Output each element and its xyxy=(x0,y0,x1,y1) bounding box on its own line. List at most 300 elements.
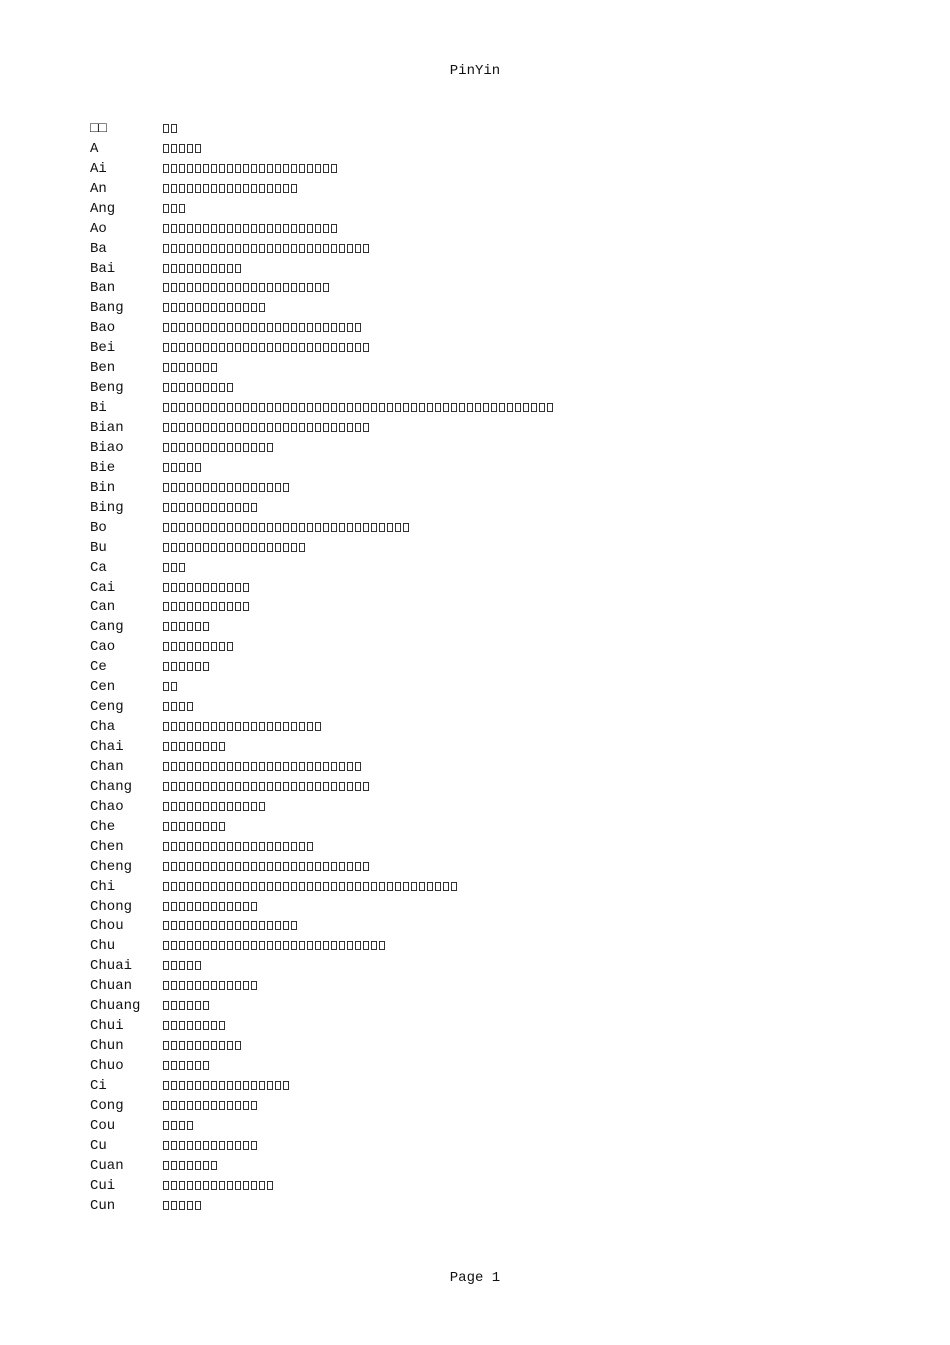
missing-glyph-icon xyxy=(355,941,361,950)
missing-glyph-icon xyxy=(299,842,305,851)
missing-glyph-icon xyxy=(187,941,193,950)
missing-glyph-icon xyxy=(347,343,353,352)
missing-glyph-icon xyxy=(171,443,177,452)
table-row xyxy=(90,498,890,518)
missing-glyph-icon xyxy=(355,862,361,871)
missing-glyph-icon xyxy=(347,762,353,771)
missing-glyph-icon xyxy=(283,543,289,552)
pinyin-key: Bai xyxy=(90,260,116,277)
missing-glyph-icon xyxy=(235,602,241,611)
missing-glyph-icon xyxy=(187,184,193,193)
missing-glyph-icon xyxy=(259,423,265,432)
missing-glyph-icon xyxy=(211,981,217,990)
pinyin-key: Ci xyxy=(90,1077,107,1094)
missing-glyph-icon xyxy=(203,1181,209,1190)
missing-glyph-icon xyxy=(275,842,281,851)
missing-glyph-icon xyxy=(411,403,417,412)
missing-glyph-icon xyxy=(259,762,265,771)
missing-glyph-icon xyxy=(179,523,185,532)
pinyin-key: Cai xyxy=(90,579,116,596)
missing-glyph-icon xyxy=(379,403,385,412)
missing-glyph-icon xyxy=(219,1041,225,1050)
table-row xyxy=(90,956,890,976)
missing-glyph-icon xyxy=(203,164,209,173)
missing-glyph-icon xyxy=(235,323,241,332)
missing-glyph-icon xyxy=(211,363,217,372)
missing-glyph-icon xyxy=(347,882,353,891)
character-list xyxy=(163,839,890,855)
missing-glyph-icon xyxy=(235,1141,241,1150)
missing-glyph-icon xyxy=(179,264,185,273)
pinyin-key: Beng xyxy=(90,380,124,397)
missing-glyph-icon xyxy=(163,742,169,751)
missing-glyph-icon xyxy=(171,303,177,312)
missing-glyph-icon xyxy=(203,583,209,592)
missing-glyph-icon xyxy=(163,921,169,930)
missing-glyph-icon xyxy=(283,722,289,731)
missing-glyph-icon xyxy=(195,463,201,472)
missing-glyph-icon xyxy=(219,224,225,233)
missing-glyph-icon xyxy=(203,184,209,193)
missing-glyph-icon xyxy=(227,543,233,552)
missing-glyph-icon xyxy=(227,602,233,611)
missing-glyph-icon xyxy=(179,762,185,771)
character-list xyxy=(163,1178,890,1194)
missing-glyph-icon xyxy=(195,164,201,173)
missing-glyph-icon xyxy=(203,742,209,751)
missing-glyph-icon xyxy=(171,1161,177,1170)
missing-glyph-icon xyxy=(363,782,369,791)
character-list xyxy=(163,619,890,635)
missing-glyph-icon xyxy=(235,1081,241,1090)
missing-glyph-icon xyxy=(163,822,169,831)
table-row xyxy=(90,976,890,996)
missing-glyph-icon xyxy=(251,1101,257,1110)
missing-glyph-icon xyxy=(355,882,361,891)
missing-glyph-icon xyxy=(315,782,321,791)
pinyin-key: Biao xyxy=(90,439,124,456)
missing-glyph-icon xyxy=(187,1161,193,1170)
missing-glyph-icon xyxy=(523,403,529,412)
missing-glyph-icon xyxy=(195,882,201,891)
missing-glyph-icon xyxy=(179,822,185,831)
missing-glyph-icon xyxy=(235,224,241,233)
missing-glyph-icon xyxy=(171,902,177,911)
missing-glyph-icon xyxy=(299,343,305,352)
missing-glyph-icon xyxy=(251,902,257,911)
missing-glyph-icon xyxy=(163,1061,169,1070)
missing-glyph-icon xyxy=(195,543,201,552)
missing-glyph-icon xyxy=(299,882,305,891)
character-list xyxy=(163,340,890,356)
missing-glyph-icon xyxy=(275,283,281,292)
missing-glyph-icon xyxy=(355,762,361,771)
missing-glyph-icon xyxy=(219,423,225,432)
missing-glyph-icon xyxy=(163,264,169,273)
character-list xyxy=(163,300,890,316)
table-row xyxy=(90,179,890,199)
missing-glyph-icon xyxy=(243,981,249,990)
missing-glyph-icon xyxy=(187,822,193,831)
table-row xyxy=(90,817,890,837)
missing-glyph-icon xyxy=(179,882,185,891)
missing-glyph-icon xyxy=(291,762,297,771)
missing-glyph-icon xyxy=(219,842,225,851)
missing-glyph-icon xyxy=(363,882,369,891)
missing-glyph-icon xyxy=(283,323,289,332)
missing-glyph-icon xyxy=(243,224,249,233)
missing-glyph-icon xyxy=(267,224,273,233)
missing-glyph-icon xyxy=(251,862,257,871)
missing-glyph-icon xyxy=(163,722,169,731)
missing-glyph-icon xyxy=(211,941,217,950)
missing-glyph-icon xyxy=(219,602,225,611)
table-row xyxy=(90,338,890,358)
missing-glyph-icon xyxy=(187,264,193,273)
character-list xyxy=(163,918,890,934)
missing-glyph-icon xyxy=(267,323,273,332)
missing-glyph-icon xyxy=(203,662,209,671)
missing-glyph-icon xyxy=(291,423,297,432)
missing-glyph-icon xyxy=(163,443,169,452)
missing-glyph-icon xyxy=(235,264,241,273)
missing-glyph-icon xyxy=(187,463,193,472)
missing-glyph-icon xyxy=(219,862,225,871)
missing-glyph-icon xyxy=(227,523,233,532)
missing-glyph-icon xyxy=(275,882,281,891)
missing-glyph-icon xyxy=(163,204,169,213)
missing-glyph-icon xyxy=(275,543,281,552)
missing-glyph-icon xyxy=(211,1141,217,1150)
missing-glyph-icon xyxy=(267,523,273,532)
missing-glyph-icon xyxy=(275,343,281,352)
missing-glyph-icon xyxy=(211,902,217,911)
missing-glyph-icon xyxy=(187,961,193,970)
pinyin-key: Cou xyxy=(90,1117,116,1134)
missing-glyph-icon xyxy=(291,343,297,352)
missing-glyph-icon xyxy=(219,1101,225,1110)
missing-glyph-icon xyxy=(275,323,281,332)
missing-glyph-icon xyxy=(219,523,225,532)
missing-glyph-icon xyxy=(187,1061,193,1070)
missing-glyph-icon xyxy=(323,523,329,532)
missing-glyph-icon xyxy=(363,403,369,412)
missing-glyph-icon xyxy=(211,423,217,432)
missing-glyph-icon xyxy=(243,543,249,552)
missing-glyph-icon xyxy=(315,523,321,532)
pinyin-key: Ai xyxy=(90,160,107,177)
missing-glyph-icon xyxy=(195,622,201,631)
character-list xyxy=(163,1078,890,1094)
table-row xyxy=(90,777,890,797)
missing-glyph-icon xyxy=(299,543,305,552)
missing-glyph-icon xyxy=(339,343,345,352)
missing-glyph-icon xyxy=(235,1181,241,1190)
missing-glyph-icon xyxy=(195,1161,201,1170)
missing-glyph-icon xyxy=(187,283,193,292)
missing-glyph-icon xyxy=(179,782,185,791)
missing-glyph-icon xyxy=(219,742,225,751)
missing-glyph-icon xyxy=(195,802,201,811)
missing-glyph-icon xyxy=(283,941,289,950)
missing-glyph-icon xyxy=(291,523,297,532)
table-row xyxy=(90,1136,890,1156)
missing-glyph-icon xyxy=(331,882,337,891)
missing-glyph-icon xyxy=(195,283,201,292)
table-row xyxy=(90,1176,890,1196)
missing-glyph-icon xyxy=(243,483,249,492)
pinyin-key: Cong xyxy=(90,1097,124,1114)
table-row xyxy=(90,578,890,598)
character-list xyxy=(163,261,890,277)
missing-glyph-icon xyxy=(267,782,273,791)
missing-glyph-icon xyxy=(203,503,209,512)
missing-glyph-icon xyxy=(227,403,233,412)
missing-glyph-icon xyxy=(299,862,305,871)
character-list xyxy=(163,280,890,296)
missing-glyph-icon xyxy=(171,1041,177,1050)
missing-glyph-icon xyxy=(283,523,289,532)
missing-glyph-icon xyxy=(227,383,233,392)
missing-glyph-icon xyxy=(163,164,169,173)
missing-glyph-icon xyxy=(203,543,209,552)
missing-glyph-icon xyxy=(203,363,209,372)
missing-glyph-icon xyxy=(187,782,193,791)
missing-glyph-icon xyxy=(355,403,361,412)
table-header-row xyxy=(90,119,890,139)
missing-glyph-icon xyxy=(355,323,361,332)
missing-glyph-icon xyxy=(243,1141,249,1150)
missing-glyph-icon xyxy=(179,443,185,452)
table-row xyxy=(90,1156,890,1176)
table-row xyxy=(90,797,890,817)
missing-glyph-icon xyxy=(187,642,193,651)
missing-glyph-icon xyxy=(235,403,241,412)
missing-glyph-icon xyxy=(235,543,241,552)
page-title: PinYin xyxy=(449,63,501,79)
missing-glyph-icon xyxy=(451,882,457,891)
missing-glyph-icon xyxy=(267,722,273,731)
missing-glyph-icon xyxy=(227,224,233,233)
missing-glyph-icon xyxy=(163,583,169,592)
missing-glyph-icon xyxy=(347,403,353,412)
missing-glyph-icon xyxy=(547,403,553,412)
missing-glyph-icon xyxy=(187,403,193,412)
missing-glyph-icon xyxy=(171,264,177,273)
missing-glyph-icon xyxy=(203,902,209,911)
pinyin-key: Chan xyxy=(90,758,124,775)
missing-glyph-icon xyxy=(363,423,369,432)
missing-glyph-icon xyxy=(227,283,233,292)
missing-glyph-icon xyxy=(187,842,193,851)
missing-glyph-icon xyxy=(275,403,281,412)
missing-glyph-icon xyxy=(355,244,361,253)
missing-glyph-icon xyxy=(195,483,201,492)
missing-glyph-icon xyxy=(299,323,305,332)
missing-glyph-icon xyxy=(163,1181,169,1190)
missing-glyph-icon xyxy=(163,602,169,611)
missing-glyph-icon xyxy=(283,921,289,930)
missing-glyph-icon xyxy=(187,1121,193,1130)
missing-glyph-icon xyxy=(211,822,217,831)
missing-glyph-icon xyxy=(211,642,217,651)
missing-glyph-icon xyxy=(219,1181,225,1190)
missing-glyph-icon xyxy=(195,583,201,592)
missing-glyph-icon xyxy=(235,921,241,930)
missing-glyph-icon xyxy=(187,144,193,153)
table-row xyxy=(90,279,890,299)
missing-glyph-icon xyxy=(307,423,313,432)
missing-glyph-icon xyxy=(251,483,257,492)
missing-glyph-icon xyxy=(187,662,193,671)
missing-glyph-icon xyxy=(243,423,249,432)
missing-glyph-icon xyxy=(259,802,265,811)
missing-glyph-icon xyxy=(203,882,209,891)
missing-glyph-icon xyxy=(275,862,281,871)
missing-glyph-icon xyxy=(163,981,169,990)
missing-glyph-icon xyxy=(323,762,329,771)
missing-glyph-icon xyxy=(251,1181,257,1190)
missing-glyph-icon xyxy=(179,902,185,911)
table-row xyxy=(90,518,890,538)
missing-glyph-icon xyxy=(291,941,297,950)
missing-glyph-icon xyxy=(219,383,225,392)
missing-glyph-icon xyxy=(171,722,177,731)
missing-glyph-icon xyxy=(411,882,417,891)
missing-glyph-icon xyxy=(259,543,265,552)
missing-glyph-icon xyxy=(307,283,313,292)
missing-glyph-icon xyxy=(211,264,217,273)
missing-glyph-icon xyxy=(171,283,177,292)
character-list xyxy=(163,599,890,615)
pinyin-key: Can xyxy=(90,599,116,616)
character-list xyxy=(163,978,890,994)
pinyin-key: Chuo xyxy=(90,1058,124,1075)
missing-glyph-icon xyxy=(275,941,281,950)
missing-glyph-icon xyxy=(171,921,177,930)
missing-glyph-icon xyxy=(179,1181,185,1190)
missing-glyph-icon xyxy=(195,1201,201,1210)
missing-glyph-icon xyxy=(219,303,225,312)
missing-glyph-icon xyxy=(363,862,369,871)
character-list xyxy=(163,1058,890,1074)
missing-glyph-icon xyxy=(251,523,257,532)
missing-glyph-icon xyxy=(171,403,177,412)
missing-glyph-icon xyxy=(163,323,169,332)
missing-glyph-icon xyxy=(211,164,217,173)
pinyin-key: Chi xyxy=(90,878,116,895)
missing-glyph-icon xyxy=(211,343,217,352)
missing-glyph-icon xyxy=(395,882,401,891)
missing-glyph-icon xyxy=(219,543,225,552)
pinyin-key: Bu xyxy=(90,539,107,556)
missing-glyph-icon xyxy=(171,1121,177,1130)
missing-glyph-icon xyxy=(171,1001,177,1010)
pinyin-key: Ca xyxy=(90,559,107,576)
missing-glyph-icon xyxy=(163,503,169,512)
missing-glyph-icon xyxy=(187,742,193,751)
missing-glyph-icon xyxy=(267,244,273,253)
pinyin-key: Chang xyxy=(90,778,133,795)
missing-glyph-icon xyxy=(179,1061,185,1070)
missing-glyph-icon xyxy=(203,1141,209,1150)
missing-glyph-icon xyxy=(187,702,193,711)
missing-glyph-icon xyxy=(403,523,409,532)
missing-glyph-icon xyxy=(171,543,177,552)
page-header xyxy=(0,62,950,80)
character-list xyxy=(163,161,890,177)
table-row xyxy=(90,637,890,657)
missing-glyph-icon xyxy=(187,1021,193,1030)
character-list xyxy=(163,1118,890,1134)
missing-glyph-icon xyxy=(283,483,289,492)
missing-glyph-icon xyxy=(307,722,313,731)
missing-glyph-icon xyxy=(307,164,313,173)
missing-glyph-icon xyxy=(307,244,313,253)
missing-glyph-icon xyxy=(227,483,233,492)
missing-glyph-icon xyxy=(211,303,217,312)
missing-glyph-icon xyxy=(171,583,177,592)
missing-glyph-icon xyxy=(315,882,321,891)
missing-glyph-icon xyxy=(387,403,393,412)
table-row xyxy=(90,837,890,857)
missing-glyph-icon xyxy=(195,642,201,651)
missing-glyph-icon xyxy=(219,782,225,791)
missing-glyph-icon xyxy=(211,184,217,193)
missing-glyph-icon xyxy=(203,244,209,253)
missing-glyph-icon xyxy=(203,343,209,352)
missing-glyph-icon xyxy=(195,961,201,970)
missing-glyph-icon xyxy=(291,921,297,930)
table-row xyxy=(90,657,890,677)
missing-glyph-icon xyxy=(307,842,313,851)
missing-glyph-icon xyxy=(259,443,265,452)
missing-glyph-icon xyxy=(179,981,185,990)
missing-glyph-icon xyxy=(195,822,201,831)
missing-glyph-icon xyxy=(339,323,345,332)
character-list xyxy=(163,998,890,1014)
missing-glyph-icon xyxy=(195,1101,201,1110)
page-number: Page 1 xyxy=(449,1270,501,1286)
pinyin-key: Chun xyxy=(90,1038,124,1055)
missing-glyph-icon xyxy=(363,343,369,352)
missing-glyph-icon xyxy=(179,184,185,193)
missing-glyph-icon xyxy=(163,961,169,970)
pinyin-key: An xyxy=(90,180,107,197)
character-list xyxy=(163,360,890,376)
missing-glyph-icon xyxy=(403,882,409,891)
missing-glyph-icon xyxy=(187,762,193,771)
missing-glyph-icon xyxy=(283,842,289,851)
missing-glyph-icon xyxy=(203,1021,209,1030)
missing-glyph-icon xyxy=(179,343,185,352)
missing-glyph-icon xyxy=(171,941,177,950)
missing-glyph-icon xyxy=(259,1081,265,1090)
missing-glyph-icon xyxy=(163,224,169,233)
missing-glyph-icon xyxy=(363,523,369,532)
missing-glyph-icon xyxy=(227,1101,233,1110)
table-row xyxy=(90,298,890,318)
missing-glyph-icon xyxy=(291,842,297,851)
missing-glyph-icon xyxy=(267,762,273,771)
missing-glyph-icon xyxy=(307,882,313,891)
character-list xyxy=(163,420,890,436)
missing-glyph-icon xyxy=(315,164,321,173)
missing-glyph-icon xyxy=(243,443,249,452)
missing-glyph-icon xyxy=(467,403,473,412)
missing-glyph-icon xyxy=(163,842,169,851)
missing-glyph-icon xyxy=(243,1101,249,1110)
